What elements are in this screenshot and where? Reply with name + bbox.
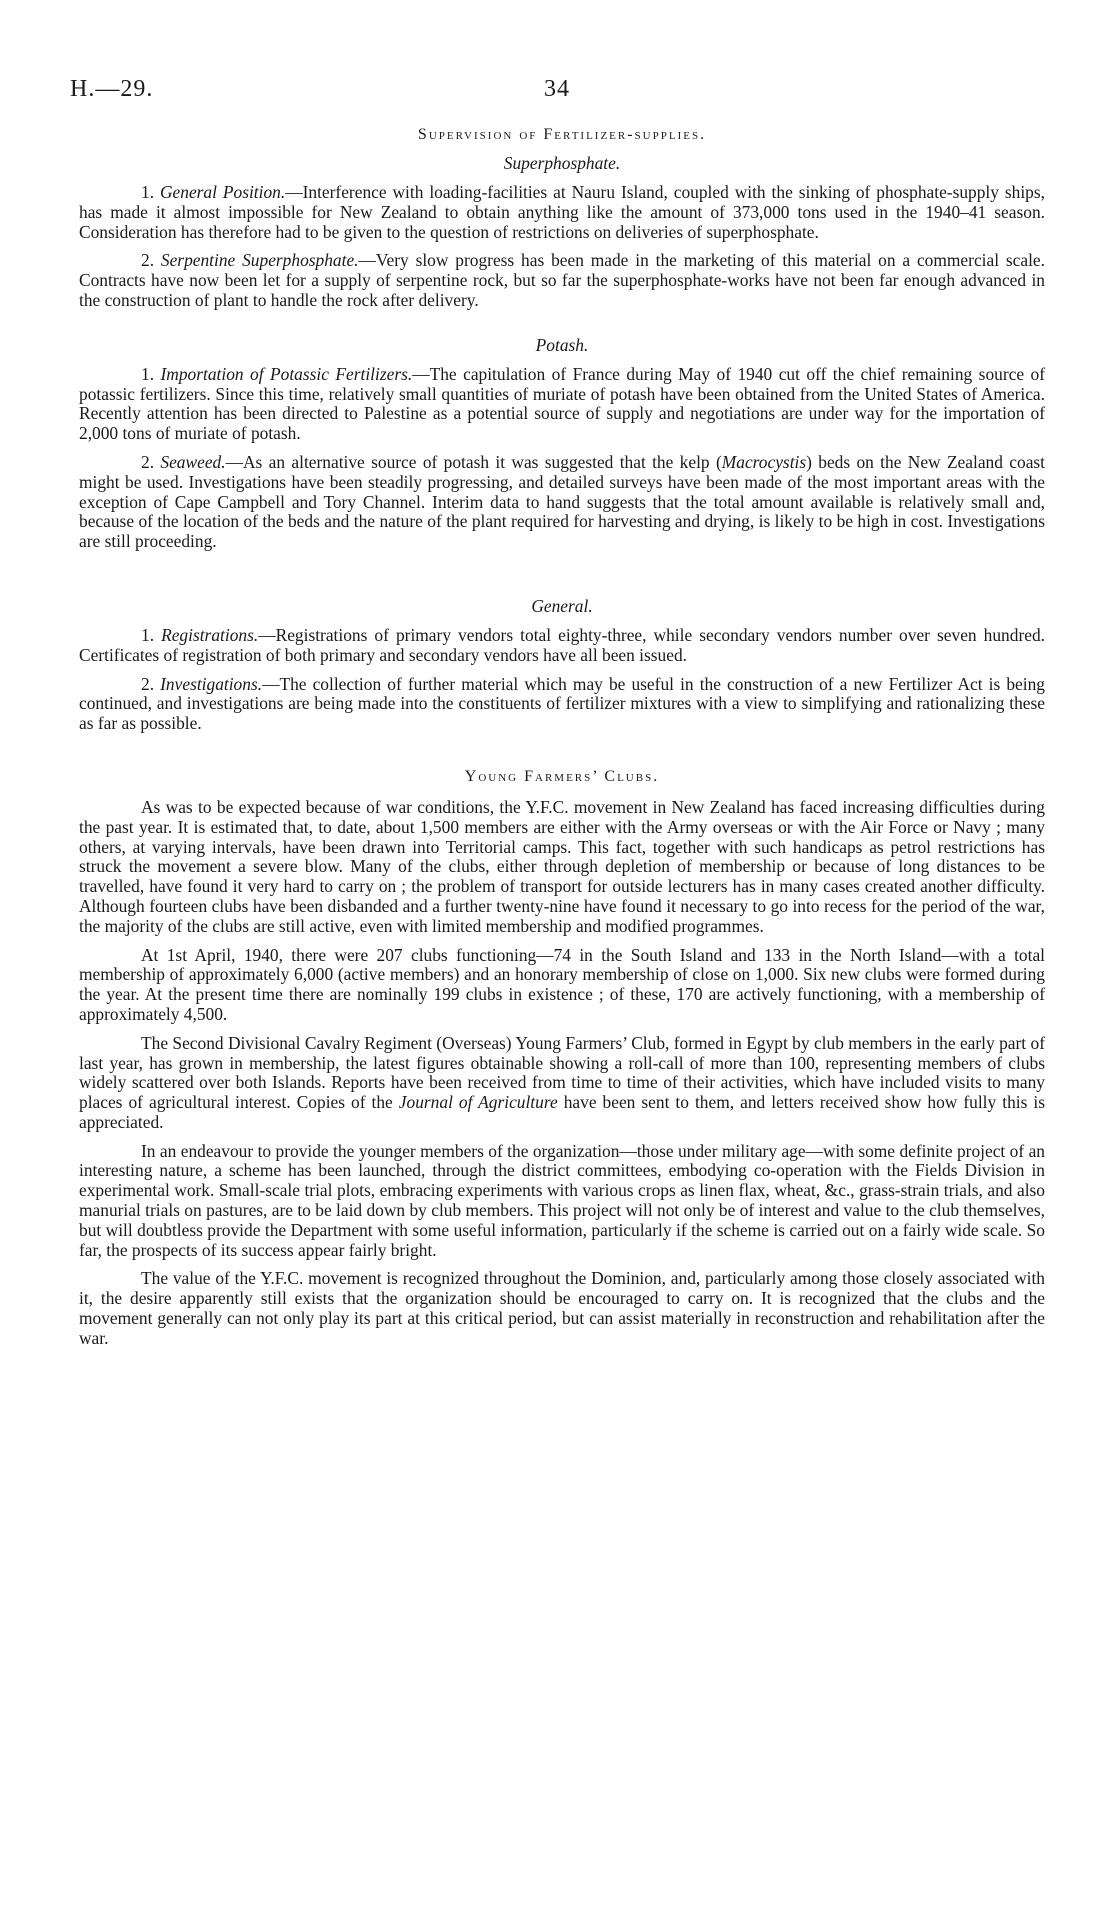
item-number: 1.: [141, 624, 162, 645]
subsection-title-general: General.: [531, 595, 593, 616]
paragraph-registrations: [79, 626, 1045, 666]
item-text: —Interference with loading-facilities at Nauru Island, coupled with the sinking of phosphate-supply ships, has made it almost impossible for New Zealand to obtain anything like the amount of 373,000 tons used in the 1940–41 season. Consideration has therefore had to be given to the question of restrictions on deliveries of superphosphate.: [79, 182, 1045, 242]
paragraph-yfc-trial-plots: In an endeavour to provide the younger members of the organization—those under military age—with some definite project of an interesting nature, a scheme has been launched, through the district committees, embodying co-operation with the Fields Division in experimental work. Small-scale trial plots, embracing experiments with various crops as linen flax, wheat, &c., grass-strain trials, and also manurial trials on pastures, are to be laid down by club members. This project will not only be of interest and value to the club themselves, but will doubtless provide the Department with some useful information, particularly if the scheme is carried out on a fairly wide scale. So far, the prospects of its success appear fairly bright.: [79, 1140, 1045, 1260]
paragraph-investigations: [79, 675, 1045, 734]
item-text: —The collection of further material which may be useful in the construction of a new Fertilizer Act is being continued, and investigations are being made into the constituents of fertilizer mixtures with a view to simplifying and rationalizing these as far as possible.: [79, 673, 1045, 734]
paragraph-potassic-fertilizers: [79, 365, 1045, 444]
item-heading: Serpentine Superphosphate.: [160, 250, 359, 271]
paragraph-serpentine-superphosphate: [79, 251, 1045, 310]
paragraph-seaweed: [79, 453, 1045, 552]
report-number: H.—29.: [70, 76, 154, 102]
subsection-title-potash: Potash.: [535, 334, 589, 355]
subsection-title-superphosphate: Superphosphate.: [503, 153, 621, 173]
species-name: Macrocystis: [721, 451, 807, 472]
page-body: [79, 126, 1045, 1349]
item-heading: Registrations.: [161, 624, 259, 645]
journal-title: Journal of Agriculture: [398, 1092, 558, 1113]
item-heading: Investigations.: [160, 673, 263, 694]
paragraph-superphosphate-general-position: [79, 183, 1045, 242]
item-text: ) beds on the New Zealand coast might be used. Investigations have been steadily progressing, and detailed surveys have been made of the most important areas with the exception of Cape Campbell and Tory Channel. Interim data to hand suggests that the total amount available is relatively small and, because of the location of the beds and the nature of the plant required for harvesting and drying, is likely to be high in cost. Investigations are still proceeding.: [79, 451, 1046, 552]
paragraph-yfc-cavalry-club: [79, 1034, 1045, 1133]
paragraph-yfc-value: The value of the Y.F.C. movement is recognized throughout the Dominion, and, particularly among those closely associated with it, the desire apparently still exists that the organization should be encouraged to carry on. It is recognized that the clubs and the movement generally can not only play its part at this critical period, but can assist materially in reconstruction and rehabilitation after the war.: [79, 1268, 1045, 1348]
item-text: —Registrations of primary vendors total eighty-three, while secondary vendors number over seven hundred. Certificates of registration of both primary and secondary vendors have all been issued.: [79, 624, 1045, 665]
item-text: —The capitulation of France during May of 1940 cut off the chief remaining source of potassic fertilizers. Since this time, relatively small quantities of muriate of potash have been obtained from the United States of America. Recently attention has been directed to Palestine as a potential source of supply and negotiations are under way for the importation of 2,000 tons of muriate of potash.: [79, 363, 1045, 444]
item-heading: Seaweed.: [160, 451, 226, 472]
item-heading: General Position.: [159, 182, 286, 202]
section-title-young-farmers-clubs: Young Farmers’ Clubs.: [464, 767, 660, 785]
page-number: 34: [544, 76, 570, 102]
item-text: —Very slow progress has been made in the marketing of this material on a commercial scale. Contracts have now been let for a supply of serpentine rock, but so far the superphosphate-works have not been far enough advanced in the construction of plant to handle the rock after delivery.: [79, 250, 1045, 310]
item-heading: Importation of Potassic Fertilizers.: [160, 363, 413, 384]
item-number: 2.: [141, 250, 161, 271]
item-number: 1.: [141, 363, 161, 384]
section-title-fertilizer-supplies: Supervision of Fertilizer-supplies.: [417, 126, 707, 143]
item-text: —As an alternative source of potash it was suggested that the kelp (: [225, 451, 722, 472]
item-number: 2.: [141, 451, 161, 472]
item-number: 2.: [141, 673, 161, 694]
item-number: 1.: [141, 182, 160, 202]
paragraph-yfc-club-numbers: At 1st April, 1940, there were 207 clubs functioning—74 in the South Island and 133 in the North Island—with a total membership of approximately 6,000 (active members) and an honorary membership of close on 1,000. Six new clubs were formed during the year. At the present time there are nominally 199 clubs in existence ; of these, 170 are actively functioning, with a membership of approximately 4,500.: [79, 944, 1045, 1024]
paragraph-yfc-war-conditions: As was to be expected because of war conditions, the Y.F.C. movement in New Zealand has faced increasing difficulties during the past year. It is estimated that, to date, about 1,500 members are either with the Army overseas or with the Air Force or Navy ; many others, at varying intervals, have been drawn into Territorial camps. This fact, together with such handicaps as petrol restrictions has struck the movement a severe blow. Many of the clubs, either through depletion of membership or because of long distances to be travelled, have found it very hard to carry on ; the problem of transport for outside lecturers has in many cases created another difficulty. Although fourteen clubs have been disbanded and a further twenty-nine have found it necessary to go into recess for the period of the war, the majority of the clubs are still active, even with limited membership and modified programmes.: [79, 796, 1045, 936]
paragraph-text: have been sent to them, and letters received show how fully this is appreciated.: [79, 1092, 1045, 1132]
paragraph-text: The Second Divisional Cavalry Regiment (Overseas) Young Farmers’ Club, formed in Egypt by club members in the early part of last year, has grown in membership, the latest figures obtainable showing a roll-call of more than 100, representing members of clubs widely scattered over both Islands. Reports have been received from time to time of their activities, which have included visits to many places of agricultural interest. Copies of the: [79, 1032, 1045, 1113]
